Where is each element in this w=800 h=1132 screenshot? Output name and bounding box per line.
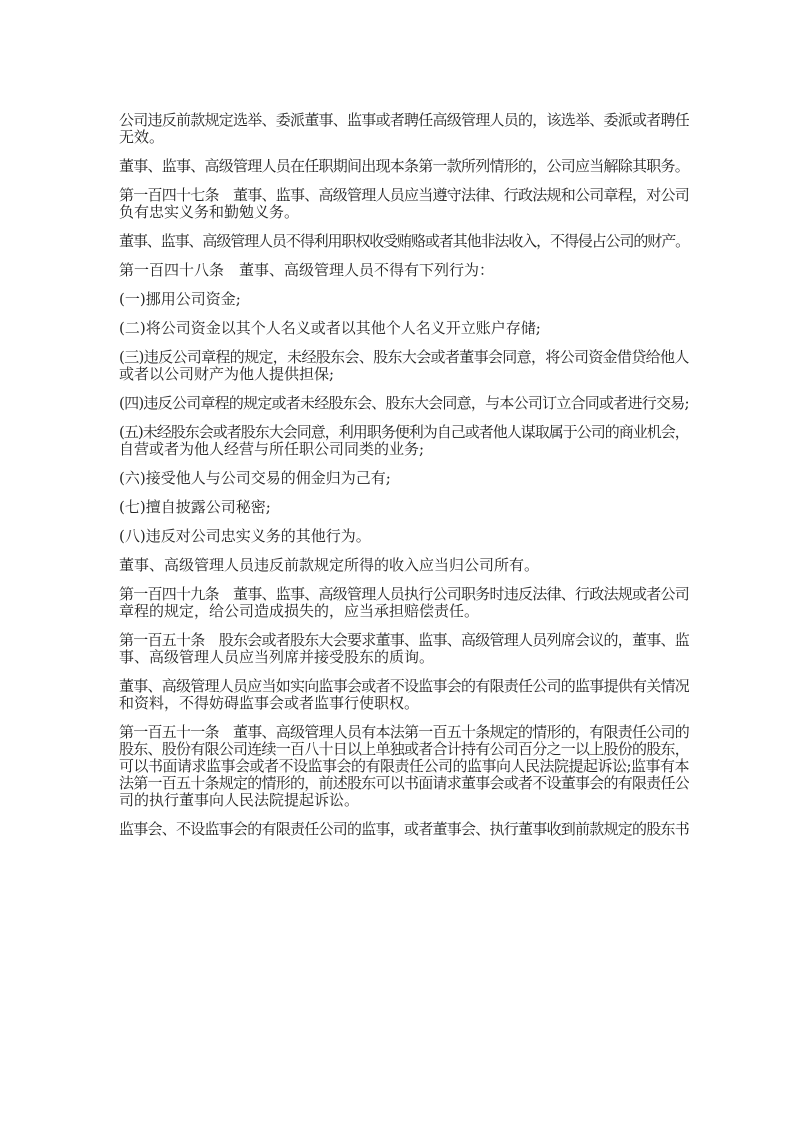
paragraph (119, 499, 689, 516)
text-line: (四)违反公司章程的规定或者未经股东会、股东大会同意，与本公司订立合同或者进行交易; (119, 395, 689, 412)
text-line: 或者以公司财产为他人提供担保; (119, 366, 335, 383)
paragraph-gap (119, 175, 689, 187)
text-line: 公司违反前款规定选举、委派董事、监事或者聘任高级管理人员的，该选举、委派或者聘任 (119, 112, 689, 129)
paragraph (119, 528, 689, 545)
paragraph (119, 112, 689, 146)
text-line: 股东、股份有限公司连续一百八十日以上单独或者合计持有公司百分之一以上股份的股东， (119, 741, 689, 758)
paragraph (119, 262, 689, 279)
text-line: 董事、高级管理人员应当如实向监事会或者不设监事会的有限责任公司的监事提供有关情况 (119, 678, 689, 695)
paragraph (119, 233, 689, 250)
text-line: 司的执行董事向人民法院提起诉讼。 (119, 792, 360, 809)
paragraph-gap (119, 516, 689, 528)
text-line: 无效。 (119, 129, 165, 146)
paragraph (119, 158, 689, 175)
paragraph (119, 291, 689, 308)
paragraph-gap (119, 487, 689, 499)
paragraph-gap (119, 146, 689, 158)
document-body (119, 112, 689, 838)
paragraph (119, 395, 689, 412)
text-line: (一)挪用公司资金; (119, 291, 241, 308)
paragraph (119, 320, 689, 337)
paragraph (119, 632, 689, 666)
text-line: (五)未经股东会或者股东大会同意，利用职务便利为自己或者他人谋取属于公司的商业机会， (119, 424, 689, 441)
paragraph (119, 470, 689, 487)
text-line: 第一百五十条 股东会或者股东大会要求董事、监事、高级管理人员列席会议的，董事、监 (119, 632, 689, 649)
text-line: 和资料，不得妨碍监事会或者监事行使职权。 (119, 695, 420, 712)
paragraph (119, 678, 689, 712)
text-line: 可以书面请求监事会或者不设监事会的有限责任公司的监事向人民法院提起诉讼;监事有本 (119, 758, 689, 775)
paragraph-gap (119, 250, 689, 262)
text-line: 董事、监事、高级管理人员不得利用职权收受贿赂或者其他非法收入，不得侵占公司的财产。 (119, 233, 689, 250)
paragraph-gap (119, 337, 689, 349)
text-line: 第一百四十八条 董事、高级管理人员不得有下列行为： (119, 262, 495, 279)
text-line: (七)擅自披露公司秘密; (119, 499, 271, 516)
text-line: (八)违反对公司忠实义务的其他行为。 (119, 528, 371, 545)
text-line: 董事、监事、高级管理人员在任职期间出现本条第一款所列情形的，公司应当解除其职务。 (119, 158, 689, 175)
text-line: 第一百五十一条 董事、高级管理人员有本法第一百五十条规定的情形的，有限责任公司的 (119, 724, 689, 741)
paragraph (119, 424, 689, 458)
text-line: 董事、高级管理人员违反前款规定所得的收入应当归公司所有。 (119, 557, 540, 574)
paragraph (119, 557, 689, 574)
paragraph-gap (119, 458, 689, 470)
paragraph (119, 724, 689, 809)
paragraph (119, 187, 689, 221)
text-line: 章程的规定，给公司造成损失的，应当承担赔偿责任。 (119, 603, 480, 620)
text-line: 第一百四十九条 董事、监事、高级管理人员执行公司职务时违反法律、行政法规或者公司 (119, 586, 689, 603)
text-line: (六)接受他人与公司交易的佣金归为己有; (119, 470, 391, 487)
paragraph-gap (119, 308, 689, 320)
paragraph-gap (119, 620, 689, 632)
text-line: 事、高级管理人员应当列席并接受股东的质询。 (119, 649, 435, 666)
paragraph-gap (119, 383, 689, 395)
text-line: (三)违反公司章程的规定，未经股东会、股东大会或者董事会同意，将公司资金借贷给他人 (119, 349, 689, 366)
text-line: 自营或者为他人经营与所任职公司同类的业务; (119, 441, 425, 458)
paragraph-gap (119, 221, 689, 233)
text-line: 第一百四十七条 董事、监事、高级管理人员应当遵守法律、行政法规和公司章程，对公司 (119, 187, 689, 204)
text-line: 负有忠实义务和勤勉义务。 (119, 204, 300, 221)
paragraph-gap (119, 809, 689, 821)
paragraph-gap (119, 412, 689, 424)
paragraph-gap (119, 545, 689, 557)
paragraph-gap (119, 574, 689, 586)
text-line: 法第一百五十条规定的情形的，前述股东可以书面请求董事会或者不设董事会的有限责任公 (119, 775, 689, 792)
paragraph-gap (119, 666, 689, 678)
paragraph (119, 586, 689, 620)
text-line: 监事会、不设监事会的有限责任公司的监事，或者董事会、执行董事收到前款规定的股东书 (119, 821, 689, 838)
paragraph-gap (119, 712, 689, 724)
paragraph (119, 821, 689, 838)
paragraph-gap (119, 279, 689, 291)
text-line: (二)将公司资金以其个人名义或者以其他个人名义开立账户存储; (119, 320, 541, 337)
paragraph (119, 349, 689, 383)
